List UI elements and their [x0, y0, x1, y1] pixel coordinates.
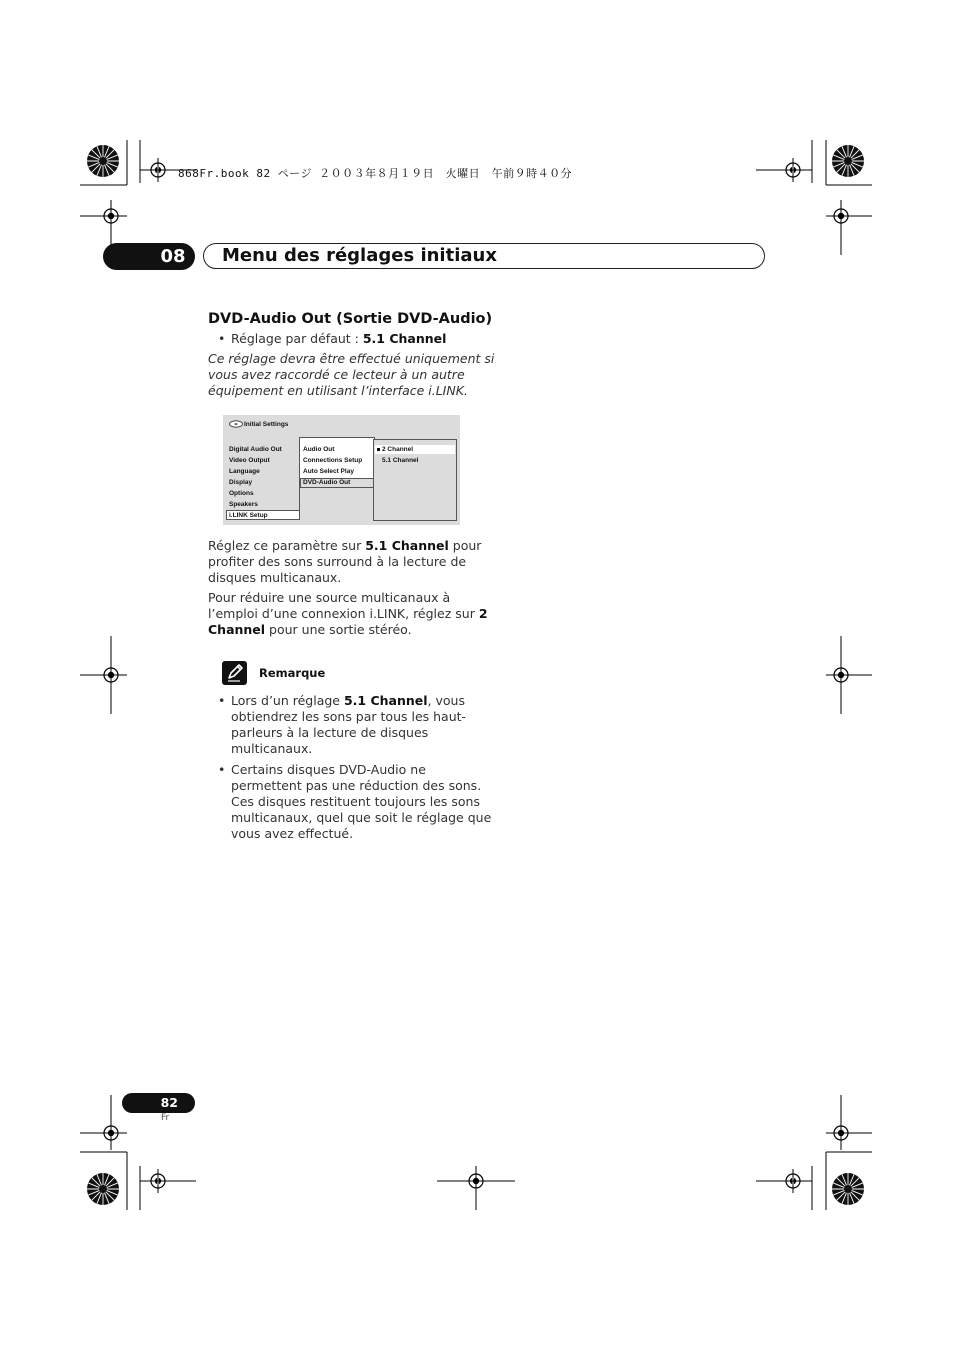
menu-item: Digital Audio Out [229, 446, 282, 453]
note-line: Ces disques restituent toujours les sons [231, 794, 480, 809]
default-value: 5.1 Channel [362, 331, 447, 346]
menu-item: Language [229, 468, 260, 475]
text-run-bold: Channel [208, 622, 266, 637]
note-line: vous avez effectué. [231, 826, 354, 841]
section-heading: DVD-Audio Out (Sortie DVD-Audio) [208, 311, 493, 327]
note-bullet-1 [231, 693, 466, 757]
paragraph-line [208, 606, 488, 622]
paragraph-line: disques multicanaux. [208, 570, 342, 585]
submenu-item: Connections Setup [303, 457, 363, 464]
language-code: Fr [161, 1113, 170, 1123]
submenu-item: Auto Select Play [303, 468, 354, 475]
text-run-bold: 5.1 Channel [365, 538, 449, 553]
text-run-bold: 2 [478, 606, 488, 621]
menu-item: Speakers [229, 501, 258, 508]
menu-item: Video Output [229, 457, 270, 464]
text-run: l’emploi d’une connexion i.LINK, réglez sur [208, 606, 479, 621]
chapter-number: 08 [160, 246, 186, 267]
option-item: 2 Channel [382, 446, 414, 453]
screen-title: Initial Settings [244, 421, 289, 428]
default-setting [231, 331, 446, 347]
intro-line: équipement en utilisant l’interface i.LINK. [208, 383, 468, 398]
note-line: parleurs à la lecture de disques [231, 725, 429, 740]
section-intro [208, 351, 494, 399]
option-item: 5.1 Channel [382, 457, 419, 464]
pencil-note-icon [222, 661, 247, 685]
note-line: multicanaux, quel que soit le réglage que [231, 810, 492, 825]
bullet-dot: • [218, 693, 226, 708]
page-number: 82 [160, 1095, 178, 1110]
bullet-dot: • [218, 331, 226, 346]
menu-item: i.LINK Setup [229, 512, 268, 519]
text-run: Réglez ce paramètre sur [208, 538, 366, 553]
paragraph-line [208, 538, 481, 554]
page-number-badge [122, 1093, 195, 1113]
text-run-bold: 5.1 Channel [343, 693, 428, 708]
text-run: Lors d’un réglage [231, 693, 344, 708]
chapter-number-tab [103, 243, 195, 270]
menu-item: Options [229, 490, 254, 497]
note-line [231, 693, 466, 709]
disc-icon [229, 419, 243, 429]
note-line: obtiendrez les sons par tous les haut- [231, 709, 467, 724]
print-header-stamp: 868Fr.book 82 ページ ２００３年８月１９日 火曜日 午前９時４０分 [178, 167, 573, 180]
selected-marker-icon [377, 448, 380, 451]
submenu-item: Audio Out [303, 446, 335, 453]
submenu-item: DVD-Audio Out [303, 479, 351, 486]
paragraph-line [208, 622, 488, 638]
text-run: pour une sortie stéréo. [265, 622, 412, 637]
bullet-dot: • [218, 762, 226, 777]
note-title: Remarque [259, 666, 326, 680]
paragraph-line: profiter des sons surround à la lecture de [208, 554, 467, 569]
paragraph-line: Pour réduire une source multicanaux à [208, 590, 451, 605]
note-line: Certains disques DVD-Audio ne [231, 762, 426, 777]
text-run: pour [448, 538, 482, 553]
settings-screen-capture [223, 415, 460, 525]
menu-item: Display [229, 479, 253, 486]
paragraph-2 [208, 590, 488, 638]
note-line: multicanaux. [231, 741, 313, 756]
note-bullet-2 [231, 762, 491, 842]
intro-line: Ce réglage devra être effectué uniquement si [208, 351, 495, 366]
note-line: permettent pas une réduction des sons. [231, 778, 482, 793]
text-run: , vous [427, 693, 465, 708]
chapter-title: Menu des réglages initiaux [222, 245, 497, 266]
paragraph-1 [208, 538, 481, 586]
default-label: Réglage par défaut : [231, 331, 363, 346]
intro-line: vous avez raccordé ce lecteur à un autre [208, 367, 465, 382]
